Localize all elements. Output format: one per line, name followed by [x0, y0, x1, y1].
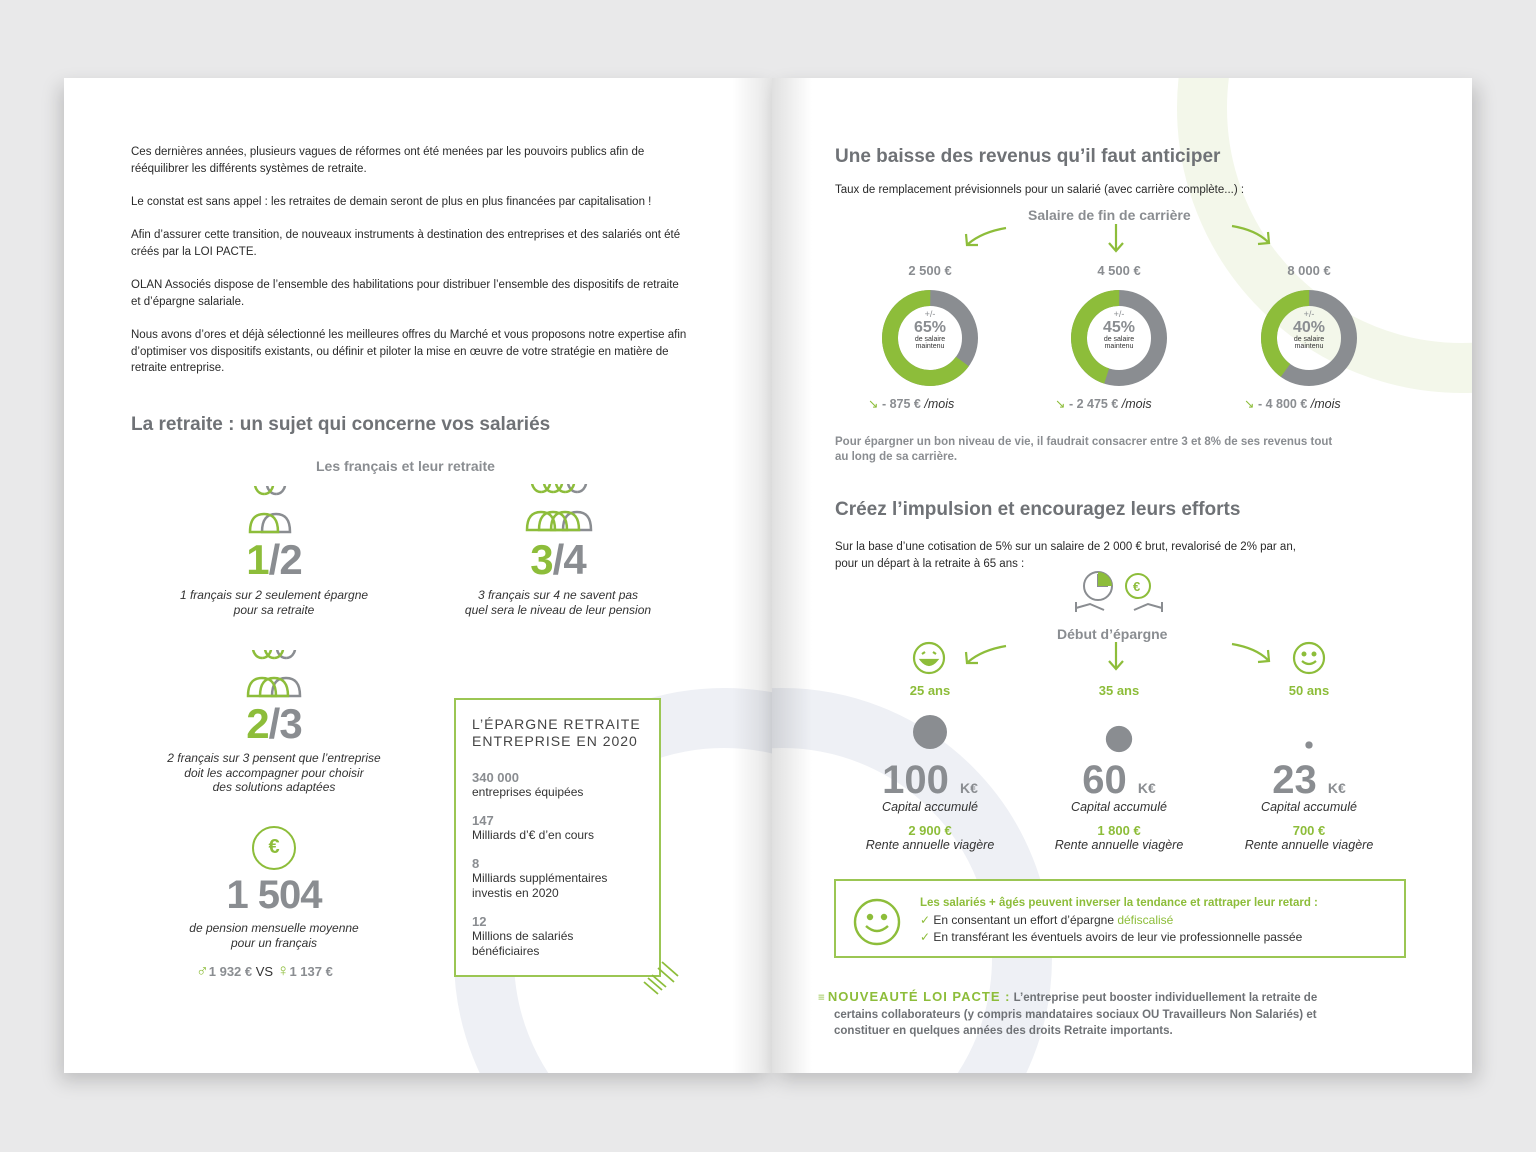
checkmark-icon: ✓	[920, 930, 931, 944]
loss-value: - 4 800 €	[1257, 397, 1308, 411]
box-corner-hatch-decoration	[642, 958, 682, 998]
scenario-age-1: 25 ans	[909, 683, 951, 698]
capital-label-3: Capital accumulé	[1261, 800, 1357, 814]
loi-pacte-line1: L’entreprise peut booster individuellement la retraite de	[1013, 992, 1318, 1004]
box-item-label: entreprises équipées	[472, 785, 584, 799]
box-item-value: 8	[472, 856, 480, 871]
svg-text:€: €	[1133, 579, 1141, 594]
speed-lines-icon: ≡	[818, 992, 825, 1004]
note-epargne	[835, 435, 1415, 465]
donut-percent-label: 40%	[1292, 319, 1326, 336]
scenario-age-2: 35 ans	[1098, 683, 1140, 698]
loi-pacte-note	[818, 989, 1418, 1040]
debut-epargne-label: Début d’épargne	[1057, 626, 1168, 642]
donut-percent-label: 65%	[913, 319, 947, 336]
rente-label-3: Rente annuelle viagère	[1244, 838, 1374, 852]
people-2-icon	[242, 486, 302, 536]
salaire-label: Salaire de fin de carrière	[1028, 207, 1191, 223]
stat-2-caption	[428, 588, 688, 617]
arrow-down-right-icon: ↘	[868, 397, 879, 411]
donut-loss-1	[868, 396, 954, 411]
callout-line2-text: En transférant les éventuels avoirs de leur vie professionnelle passée	[933, 930, 1303, 944]
callout-line1-text: En consentant un effort d’épargne	[933, 913, 1118, 927]
capital-bubble-2	[1106, 726, 1132, 752]
arrow-down-right-icon: ↘	[1055, 397, 1066, 411]
arrows-salaire	[962, 220, 1282, 260]
donut-salary-3: 8 000 €	[1287, 263, 1331, 278]
callout-line-2	[920, 930, 1302, 944]
capital-number: 60	[1082, 758, 1127, 802]
people-3-icon	[240, 650, 310, 700]
capital-label-2: Capital accumulé	[1071, 800, 1167, 814]
stat-3-caption-line2: doit les accompagner pour choisir	[184, 765, 364, 780]
box-item	[472, 770, 607, 800]
section-title-baisse: Une baisse des revenus qu’il faut anticiper	[835, 146, 1221, 167]
donut-salary-2: 4 500 €	[1097, 263, 1141, 278]
loi-pacte-line3: constituer en quelques années des droits Retraite importants.	[834, 1025, 1173, 1037]
intro-cotisation-line2: pour un départ à la retraite à 65 ans :	[835, 557, 1025, 570]
stat-fraction-2: 3/4	[530, 536, 586, 583]
capital-value-1	[855, 758, 1005, 803]
clock-euro-hands-icon	[1070, 568, 1170, 618]
intro-cotisation-line1: Sur la base d’une cotisation de 5% sur un salaire de 2 000 € brut, revalorisé de 2% par an,	[835, 541, 1296, 553]
arrows-epargne	[962, 638, 1282, 678]
box-title-line2: ENTREPRISE EN 2020	[472, 733, 638, 749]
loss-period: /mois	[1310, 397, 1341, 411]
note-line1: Pour épargner un bon niveau de vie, il faudrait consacrer entre 3 et 8% de ses revenus tout	[835, 436, 1333, 448]
stat-1-numerator: 1	[246, 536, 269, 583]
box-item-label-line2: bénéficiaires	[472, 944, 540, 958]
stat-3-denominator: 3	[279, 700, 302, 747]
box-title-line1: L’ÉPARGNE RETRAITE	[472, 716, 641, 732]
subtitle-francais: Les français et leur retraite	[316, 458, 495, 474]
box-item-label: Milliards supplémentaires	[472, 871, 608, 885]
laughing-face-icon	[911, 640, 947, 676]
donut-center-1	[880, 310, 980, 350]
box-item-label: Milliards d’€ d’en cours	[472, 828, 595, 842]
stat-3-numerator: 2	[246, 700, 269, 747]
box-item	[472, 856, 607, 901]
donut-sub-line1: de salaire	[1103, 336, 1135, 343]
epargne-retraite-box	[454, 698, 661, 977]
stat-fraction-3: 2/3	[246, 700, 302, 747]
donut-sub-line2: maintenu	[915, 343, 945, 350]
stat-2-caption-line1: 3 français sur 4 ne savent pas	[477, 588, 639, 602]
pension-male-value: 1 932 €	[208, 964, 253, 979]
note-line2: au long de sa carrière.	[835, 451, 958, 463]
stat-1-caption-line1: 1 français sur 2 seulement épargne	[179, 588, 369, 602]
stat-3-caption-line1: 2 français sur 3 pensent que l’entreprise	[167, 751, 381, 765]
callout-line-1	[920, 913, 1173, 927]
donut-plusminus: +/-	[1303, 309, 1315, 319]
donut-center-3	[1259, 310, 1359, 350]
donut-center-2	[1069, 310, 1169, 350]
capital-unit: K€	[1137, 780, 1156, 796]
donut-sub-line2: maintenu	[1104, 343, 1134, 350]
loss-period: /mois	[1121, 397, 1152, 411]
stat-2-caption-line2: quel sera le niveau de leur pension	[464, 602, 652, 617]
loss-period: /mois	[924, 397, 955, 411]
donut-plusminus: +/-	[924, 309, 936, 319]
stat-3-caption-line3: des solutions adaptées	[212, 780, 336, 794]
section-title-impulsion: Créez l’impulsion et encouragez leurs efforts	[835, 499, 1241, 520]
capital-number: 100	[882, 758, 949, 802]
left-page	[64, 78, 772, 1073]
box-title	[472, 716, 641, 750]
donut-sub-line1: de salaire	[1293, 336, 1325, 343]
pension-gender-comparison	[196, 961, 376, 981]
intro-paragraph-5: Nous avons d’ores et déjà sélectionné les meilleures offres du Marché et vous proposons notre expertise afin d’optimiser vos dispositifs existants, ou définir et piloter la mise en œuvre de votre stratégie en matière de retraite entreprise.	[131, 329, 687, 374]
box-items	[472, 770, 607, 959]
box-item-value: 147	[472, 813, 494, 828]
box-item-value: 12	[472, 914, 487, 929]
stat-1-denominator: 2	[279, 536, 302, 583]
stat-1-caption-line2: pour sa retraite	[233, 602, 315, 617]
donut-loss-3	[1244, 396, 1341, 411]
donut-sub-line2: maintenu	[1294, 343, 1324, 350]
rente-label-2: Rente annuelle viagère	[1054, 838, 1184, 852]
people-4-icon	[519, 484, 603, 534]
male-symbol-icon: ♂	[196, 961, 209, 980]
capital-bubble-3	[1305, 741, 1312, 748]
donut-plusminus: +/-	[1113, 309, 1125, 319]
intro-paragraph-4: OLAN Associés dispose de l’ensemble des habilitations pour distribuer l’ensemble des dispositifs de retraite et d’épargne salariale.	[131, 279, 679, 308]
capital-value-3	[1234, 758, 1384, 803]
scenario-age-3: 50 ans	[1288, 683, 1330, 698]
intro-paragraph-3: Afin d’assurer cette transition, de nouveaux instruments à destination des entreprises et des salariés ont été créés par la LOI PACTE.	[131, 229, 681, 258]
loss-value: - 875 €	[881, 397, 921, 411]
callout-box	[834, 879, 1406, 958]
capital-number: 23	[1272, 758, 1317, 802]
pension-value: 1 504	[226, 873, 322, 917]
stat-2-denominator: 4	[563, 536, 586, 583]
box-item-label-line2: investis en 2020	[472, 886, 559, 900]
rente-value-1: 2 900 €	[908, 823, 952, 838]
right-page	[772, 78, 1472, 1073]
capital-bubbles	[870, 710, 1370, 760]
callout-title: Les salariés + âgés peuvent inverser la tendance et rattraper leur retard :	[920, 897, 1318, 909]
rente-value-3: 700 €	[1292, 823, 1326, 838]
checkmark-icon: ✓	[920, 913, 931, 927]
vs-label: VS	[255, 964, 274, 979]
female-symbol-icon: ♀	[276, 961, 290, 980]
capital-unit: K€	[1327, 780, 1346, 796]
rente-label-1: Rente annuelle viagère	[865, 838, 995, 852]
intro-cotisation	[835, 539, 1296, 572]
pension-caption-line2: pour un français	[230, 935, 318, 950]
pension-female-value: 1 137 €	[289, 964, 333, 979]
box-item	[472, 813, 607, 843]
smiling-face-icon	[1291, 640, 1327, 676]
loss-value: - 2 475 €	[1068, 397, 1119, 411]
intro-taux: Taux de remplacement prévisionnels pour un salarié (avec carrière complète...) :	[835, 184, 1245, 196]
intro-paragraph-1: Ces dernières années, plusieurs vagues de réformes ont été menées par les pouvoirs publics afin de rééquilibrer les différents systèmes de retraite.	[131, 146, 645, 175]
pension-caption	[144, 921, 404, 950]
euro-coin-icon: €	[252, 826, 296, 870]
capital-unit: K€	[959, 780, 978, 796]
stat-2-numerator: 3	[530, 536, 553, 583]
stat-1-caption	[144, 588, 404, 617]
rente-value-2: 1 800 €	[1097, 823, 1141, 838]
gutter-shadow	[732, 78, 772, 1073]
loi-pacte-label: NOUVEAUTÉ LOI PACTE :	[827, 989, 1011, 1004]
box-item	[472, 914, 607, 959]
box-item-value: 340 000	[472, 770, 519, 785]
capital-value-2	[1044, 758, 1194, 803]
stat-fraction-1: 1/2	[246, 536, 302, 583]
gutter-shadow	[772, 78, 812, 1073]
section-title-retraite: La retraite : un sujet qui concerne vos salariés	[131, 414, 551, 435]
arrow-down-right-icon: ↘	[1244, 397, 1255, 411]
callout-line1-highlight: défiscalisé	[1117, 913, 1174, 927]
stat-3-caption	[134, 751, 414, 795]
capital-label-1: Capital accumulé	[882, 800, 978, 814]
pension-caption-line1: de pension mensuelle moyenne	[189, 921, 359, 935]
donut-percent-label: 45%	[1102, 319, 1136, 336]
donut-loss-2	[1055, 396, 1152, 411]
donut-sub-line1: de salaire	[914, 336, 946, 343]
donut-salary-1: 2 500 €	[908, 263, 952, 278]
box-item-label: Millions de salariés	[472, 929, 574, 943]
capital-bubble-1	[913, 715, 947, 749]
smiley-face-icon	[852, 897, 902, 947]
loi-pacte-line2: certains collaborateurs (y compris mandataires sociaux OU Travailleurs Non Salariés) et	[834, 1008, 1317, 1021]
intro-paragraph-2: Le constat est sans appel : les retraites de demain seront de plus en plus financées par capitalisation !	[131, 196, 652, 208]
